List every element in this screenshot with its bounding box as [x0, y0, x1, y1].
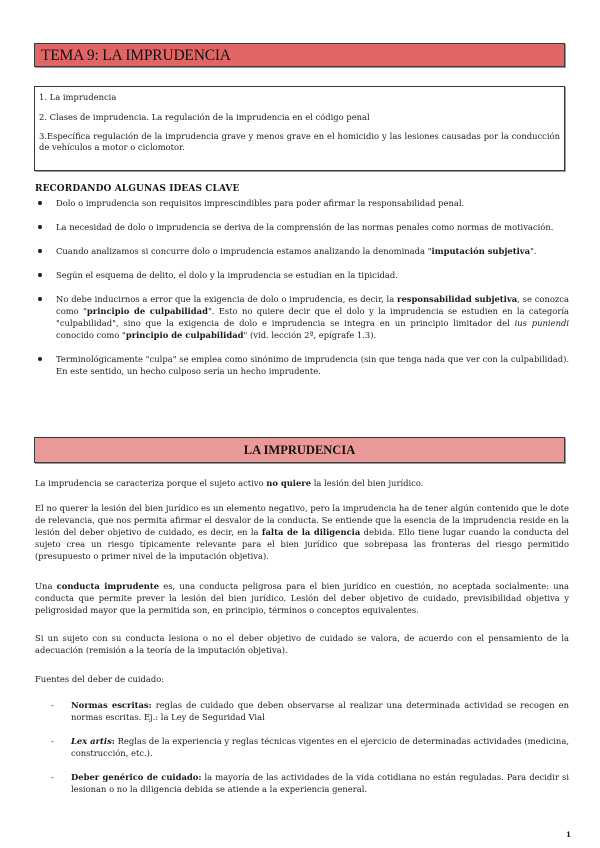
list-item: - Deber genérico de cuidado: la mayoría de las actividades de la vida cotidiana no están reguladas. Para decidir si lesionan o no la diligencia debida se atiende a la experiencia general. — [51, 772, 569, 794]
contents-item: 3.Específica regulación de la imprudencia grave y menos grave en el homicidio y las lesiones causadas por la conducción de vehículos a motor o ciclomotor. — [39, 131, 560, 152]
bold-term: no quiere — [266, 478, 312, 488]
key-ideas-list — [35, 197, 569, 377]
section-title: LA IMPRUDENCIA — [243, 443, 356, 457]
bullet-icon — [38, 225, 42, 229]
italic-term: ius puniendi — [514, 318, 570, 328]
list-item: Terminológicamente "culpa" se emplea como sinónimo de imprudencia (sin que tenga nada que ver con la culpabilidad). En este sentido, un hecho culposo sería un hecho imprudente. — [35, 353, 569, 377]
contents-box — [34, 86, 565, 171]
paragraph: Si un sujeto con su conducta lesiona o no el deber objetivo de cuidado se valora, de acuerdo con el pensamiento de la adecuación (remisión a la teoría de la imputación objetiva). — [35, 633, 569, 655]
bullet-icon — [38, 249, 42, 253]
bold-term: falta de la diligencia — [261, 527, 361, 537]
contents-item: 1. La imprudencia — [39, 92, 117, 102]
bold-term: conducta imprudente — [56, 581, 160, 591]
chapter-title: TEMA 9: LA IMPRUDENCIA — [41, 47, 231, 64]
bullet-icon — [38, 357, 42, 361]
list-item: Según el esquema de delito, el dolo y la imprudencia se estudian en la tipicidad. — [35, 269, 569, 281]
contents-item: 2. Clases de imprudencia. La regulación de la imprudencia en el código penal — [39, 111, 370, 122]
bold-term: principio de culpabilidad — [86, 306, 208, 316]
list-item: - Normas escritas: reglas de cuidado que deben observarse al realizar una determinada actividad se recogen en normas escritas. Ej.: la Ley de Seguridad Vial — [51, 700, 569, 722]
key-ideas-heading: RECORDANDO ALGUNAS IDEAS CLAVE — [35, 184, 240, 194]
list-item: - Lex artis: Reglas de la experiencia y reglas técnicas vigentes en el ejercicio de determinadas actividades (medicina, construcción, etc.). — [51, 736, 569, 758]
list-item: Dolo o imprudencia son requisitos imprescindibles para poder afirmar la responsabilidad penal. — [35, 197, 569, 209]
list-item: No debe inducirnos a error que la exigencia de dolo o imprudencia, es decir, la responsabilidad subjetiva, se conozca como "principio de culpabilidad". Esto no quiere decir que el dolo y la imprudencia se estudien en la categoría "culpabilidad", sino que la exigencia de dolo e imprudencia se integra en un principio limitador del ius puniendi conocido como "principio de culpabilidad" (vid. lección 2ª, epígrafe 1.3). — [35, 293, 569, 341]
paragraph: Fuentes del deber de cuidado: — [35, 674, 165, 684]
dash-icon: - — [51, 772, 54, 782]
bold-term: imputación subjetiva — [431, 246, 531, 256]
page-number: 1 — [566, 830, 571, 839]
bullet-icon — [38, 273, 42, 277]
bullet-icon — [38, 201, 42, 205]
care-sources-list — [35, 699, 569, 795]
bold-term: responsabilidad subjetiva — [397, 294, 518, 304]
dash-icon: - — [51, 736, 54, 746]
list-item: Cuando analizamos si concurre dolo o imprudencia estamos analizando la denominada "imputación subjetiva". — [35, 245, 569, 257]
bold-term: Deber genérico de cuidado: — [71, 772, 202, 782]
bold-term: Normas escritas: — [71, 700, 152, 710]
paragraph: Una conducta imprudente es, una conducta peligrosa para el bien jurídico en cuestión, no aceptada socialmente: una conducta que permite prever la lesión del bien jurídico. Lesión del deber objetivo de cuidado, previsibilidad objetiva y peligrosidad mayor que la permitida son, en principio, términos o conceptos equivalentes. — [35, 581, 570, 615]
paragraph: La imprudencia se caracteriza porque el sujeto activo no quiere la lesión del bien jurídico. — [35, 478, 424, 488]
section-title-banner — [34, 437, 565, 463]
bold-italic-term: Lex artis — [71, 736, 112, 746]
bold-term: principio de culpabilidad — [125, 330, 244, 340]
dash-icon: - — [51, 700, 54, 710]
list-item: La necesidad de dolo o imprudencia se deriva de la comprensión de las normas penales como normas de motivación. — [35, 221, 569, 233]
bullet-icon — [38, 297, 42, 301]
paragraph: El no querer la lesión del bien jurídico es un elemento negativo, pero la imprudencia ha de tener algún contenido que le dote de relevancia, que nos permita afirmar el desvalor de la conducta. Se entiende que la esencia de la imprudencia reside en la lesión del deber objetivo de cuidado, es decir, en la falta de la diligencia debida. Ello tiene lugar cuando la conducta del sujeto crea un riesgo típicamente relevante para el bien jurídico que sobrepasa las fronteras del riesgo permitido (presupuesto o primer nivel de la imputación objetiva). — [35, 503, 569, 561]
chapter-title-banner — [34, 43, 565, 67]
